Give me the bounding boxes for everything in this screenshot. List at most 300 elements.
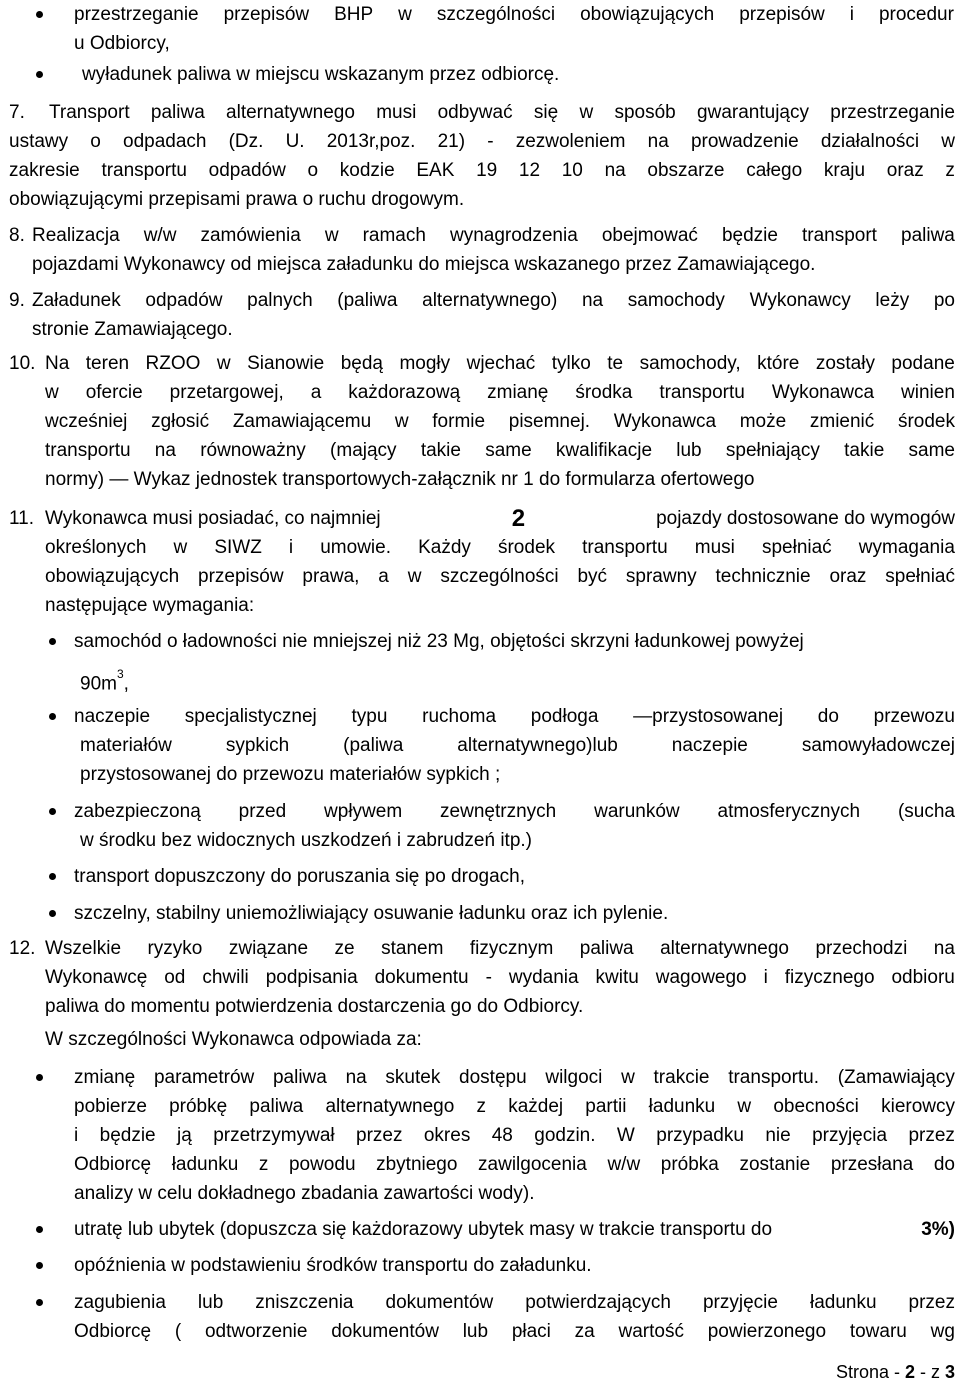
word: będą xyxy=(340,353,383,374)
word: okres xyxy=(423,1125,471,1146)
word: wg xyxy=(930,1321,955,1342)
word: Załadunek xyxy=(32,290,121,311)
bullet-icon xyxy=(49,873,56,880)
word: obecności xyxy=(773,1096,859,1117)
word: naczepie xyxy=(671,735,748,756)
word: dokumentu xyxy=(374,967,469,988)
word: 21) xyxy=(437,131,466,152)
word: (Zamawiający xyxy=(837,1067,955,1088)
word: przez xyxy=(356,1125,403,1146)
paragraph-text xyxy=(45,504,955,533)
word: a xyxy=(310,382,322,403)
word: (sucha xyxy=(897,801,955,822)
word: przepisów xyxy=(223,4,310,25)
word: na xyxy=(581,290,604,311)
word: BHP xyxy=(334,4,374,25)
word: zawilgocenia xyxy=(478,1154,587,1175)
word: parametrów xyxy=(153,1067,255,1088)
word: SIWZ xyxy=(214,537,262,558)
page-number-footer xyxy=(836,1360,955,1384)
word: wydania xyxy=(508,967,579,988)
list-item-text xyxy=(74,1092,955,1121)
word: sposób xyxy=(614,102,676,123)
word: 10 xyxy=(561,160,583,181)
bullet-icon xyxy=(49,713,56,720)
word: alternatywnego xyxy=(226,102,355,123)
paragraph-text xyxy=(45,378,955,407)
word: i xyxy=(288,537,294,558)
word: Wykonawcy xyxy=(749,290,851,311)
superscript: 3 xyxy=(116,667,124,681)
word: materiałów xyxy=(80,735,172,756)
word: U. xyxy=(285,131,305,152)
word: umowie. xyxy=(320,537,391,558)
word: zmienić xyxy=(809,411,875,432)
word: Wykonawcę xyxy=(45,967,148,988)
word: kwitu xyxy=(595,967,639,988)
word: przestrzeganie xyxy=(74,4,199,25)
word: (paliwa xyxy=(343,735,404,756)
word: przesłana xyxy=(830,1154,914,1175)
word: kwalifikacje xyxy=(555,440,653,461)
paragraph-text: paliwa do momentu potwierdzenia dostarczenia go do Odbiorcy. xyxy=(45,996,584,1017)
word: przepisów xyxy=(739,4,825,25)
word: spełniający xyxy=(725,440,820,461)
word: zabezpieczoną xyxy=(74,801,201,822)
word: atmosferycznych xyxy=(717,801,861,822)
word: się xyxy=(533,102,559,123)
word: ryzyko xyxy=(147,938,203,959)
word: szczególności xyxy=(440,566,559,587)
word: środka xyxy=(575,382,633,403)
word: trakcie xyxy=(653,1067,710,1088)
word: skutek xyxy=(385,1067,441,1088)
word: nie xyxy=(765,1125,791,1146)
word: pisemnej. xyxy=(508,411,591,432)
item-number-11: 11. xyxy=(9,508,35,529)
text-segment: , xyxy=(123,673,129,695)
word: zezwoleniem xyxy=(515,131,626,152)
word: odbioru xyxy=(891,967,955,988)
paragraph-text: W szczególności Wykonawca odpowiada za: xyxy=(45,1029,422,1050)
word: Wykonawca xyxy=(771,382,875,403)
list-item-text: samochód o ładowności nie mniejszej niż 23 Mg, objętości skrzyni ładunkowej powyżej xyxy=(74,631,804,652)
word: transportu xyxy=(659,382,745,403)
word: ładunku xyxy=(809,1292,877,1313)
paragraph-text: pojazdami Wykonawcy od miejsca załadunku do miejsca wskazanego przez Zamawiającego. xyxy=(32,254,816,275)
word: alternatywnego) xyxy=(422,290,558,311)
word: odpadów xyxy=(145,290,223,311)
word: godzin. xyxy=(534,1125,596,1146)
word: transportu xyxy=(582,537,668,558)
word: wpływem xyxy=(324,801,403,822)
paragraph-text xyxy=(49,98,955,127)
word: zmianę xyxy=(487,382,549,403)
word: wcześniej xyxy=(45,411,128,432)
word: ładunku xyxy=(171,1154,239,1175)
word: tylko xyxy=(551,353,591,374)
item-number-12: 12. xyxy=(9,938,36,959)
word: w xyxy=(394,411,409,432)
word: dokumentów xyxy=(385,1292,494,1313)
word: musi xyxy=(376,102,417,123)
word: takie xyxy=(844,440,885,461)
word: 2013r,poz. xyxy=(326,131,416,152)
word: z xyxy=(258,1154,269,1175)
bullet-icon xyxy=(36,1074,43,1081)
list-item-text xyxy=(74,797,955,826)
word: w xyxy=(579,102,594,123)
word: chwili xyxy=(202,967,249,988)
paragraph-text: następujące wymagania: xyxy=(45,595,255,616)
word: przyjęcie xyxy=(702,1292,778,1313)
word: wagowego xyxy=(655,967,747,988)
word: paliwa xyxy=(150,102,205,123)
word: obszarze xyxy=(647,160,725,181)
word: i xyxy=(763,967,768,988)
word: ramach xyxy=(362,225,426,246)
loss-limit: 3%) xyxy=(921,1219,955,1240)
word: przechodzi xyxy=(815,938,908,959)
word: teren xyxy=(85,353,130,374)
word: w xyxy=(45,382,59,403)
word: spełniać xyxy=(885,566,955,587)
word: każdej xyxy=(508,1096,564,1117)
item-number-7: 7. xyxy=(9,102,25,123)
word: obowiązujących xyxy=(45,566,180,587)
paragraph-text xyxy=(45,562,955,591)
word: próbkę xyxy=(169,1096,228,1117)
word: szczególności xyxy=(436,4,556,25)
word: po xyxy=(933,290,955,311)
word: takie xyxy=(420,440,461,461)
word: podpisania xyxy=(265,967,358,988)
word: próbka xyxy=(660,1154,719,1175)
word: powodu xyxy=(288,1154,356,1175)
word: przypadku xyxy=(656,1125,744,1146)
word: do xyxy=(933,1154,955,1175)
word: środek xyxy=(897,411,955,432)
word: przez xyxy=(908,1292,955,1313)
word: sprawny xyxy=(625,566,697,587)
word: samochody, xyxy=(639,353,741,374)
word: kodzie xyxy=(339,160,395,181)
word: ładunku xyxy=(648,1096,716,1117)
paragraph-text xyxy=(45,349,955,378)
word: w xyxy=(216,353,231,374)
word: winien xyxy=(901,382,955,403)
paragraph-text xyxy=(45,407,955,436)
word: zostały xyxy=(815,353,875,374)
word: w/w xyxy=(143,225,177,246)
list-item-text: w środku bez widocznych uszkodzeń i zabrudzeń itp.) xyxy=(80,830,533,851)
list-item-text: przystosowanej do przewozu materiałów sypkich ; xyxy=(80,764,501,785)
word: ruchoma xyxy=(422,706,497,727)
word: RZOO xyxy=(145,353,201,374)
word: 48 xyxy=(491,1125,513,1146)
word: potwierdzających xyxy=(525,1292,671,1313)
word: przed xyxy=(238,801,287,822)
word: Sianowie xyxy=(247,353,325,374)
word: zewnętrznych xyxy=(440,801,557,822)
bullet-icon xyxy=(36,1299,43,1306)
word: w/w xyxy=(607,1154,641,1175)
word: ją xyxy=(177,1125,192,1146)
word: w xyxy=(173,537,188,558)
word: lub xyxy=(676,440,702,461)
word: samowyładowczej xyxy=(801,735,955,756)
word: ofercie xyxy=(85,382,143,403)
word: a xyxy=(378,566,389,587)
word: lub xyxy=(197,1292,224,1313)
word: wymagania xyxy=(858,537,955,558)
list-item-text: szczelny, stabilny uniemożliwiający osuwanie ładunku oraz ich pylenie. xyxy=(74,903,669,924)
list-item-text xyxy=(74,1150,955,1179)
word: Wykonawca xyxy=(613,411,717,432)
bullet-icon xyxy=(36,1262,43,1269)
word: same xyxy=(908,440,955,461)
word: równoważny xyxy=(200,440,306,461)
word: przepisów xyxy=(198,566,284,587)
paragraph-text xyxy=(45,963,955,992)
word: zgłosić xyxy=(151,411,210,432)
word: fizycznym xyxy=(469,938,554,959)
word: mogły xyxy=(399,353,451,374)
word: dostępu xyxy=(459,1067,527,1088)
word: formie xyxy=(432,411,486,432)
word: kraju xyxy=(823,160,866,181)
word: dokumentów xyxy=(331,1321,439,1342)
word: w xyxy=(324,225,339,246)
list-item-text: u Odbiorcy, xyxy=(74,33,170,54)
bullet-icon xyxy=(36,11,43,18)
list-item-text xyxy=(80,731,955,760)
word: (paliwa xyxy=(337,290,398,311)
list-item-text: wyładunek paliwa w miejscu wskazanym przez odbiorcę. xyxy=(82,64,560,85)
word: na xyxy=(604,160,626,181)
paragraph-text: normy) — Wykaz jednostek transportowych-załącznik nr 1 do formularza ofertowego xyxy=(45,469,755,490)
word: przyjęcia xyxy=(812,1125,888,1146)
word: samochody xyxy=(627,290,725,311)
text-segment: 90m xyxy=(80,673,117,695)
word: środek xyxy=(497,537,556,558)
word: paliwa xyxy=(901,225,955,246)
list-item-text xyxy=(74,1317,955,1346)
word: kierowcy xyxy=(881,1096,955,1117)
word: prowadzenie xyxy=(690,131,799,152)
word: transportu. xyxy=(728,1067,820,1088)
word: przewozu xyxy=(873,706,955,727)
word: Odbiorcę xyxy=(74,1321,152,1342)
list-item-text xyxy=(74,1063,955,1092)
word: Transport xyxy=(49,102,130,123)
bullet-icon xyxy=(36,1226,43,1233)
word: gwarantujący xyxy=(697,102,809,123)
word: i xyxy=(74,1125,79,1146)
word: fizycznego xyxy=(784,967,875,988)
word: na xyxy=(933,938,955,959)
word: transport xyxy=(801,225,877,246)
item-number-8: 8. xyxy=(9,225,25,246)
word: zbytniego xyxy=(376,1154,458,1175)
word: przetrzymywał xyxy=(213,1125,335,1146)
word: płaci xyxy=(511,1321,551,1342)
word: paliwa xyxy=(272,1067,327,1088)
vehicle-count: 2 xyxy=(511,505,526,532)
word: odpadów xyxy=(208,160,286,181)
word: do xyxy=(817,706,839,727)
paragraph-text xyxy=(45,533,955,562)
word: W xyxy=(616,1125,635,1146)
word: o xyxy=(90,131,101,152)
word: musi xyxy=(694,537,735,558)
word: w xyxy=(621,1067,635,1088)
word: przestrzeganie xyxy=(830,102,955,123)
word: spełniać xyxy=(761,537,832,558)
word: wynagrodzenia xyxy=(449,225,578,246)
paragraph-text: stronie Zamawiającego. xyxy=(32,319,233,340)
word: obowiązujących xyxy=(580,4,715,25)
list-item-text xyxy=(74,702,955,731)
word: 12 xyxy=(518,160,541,181)
paragraph-text xyxy=(9,127,955,156)
word: lub xyxy=(462,1321,489,1342)
word: od xyxy=(164,967,186,988)
word: palnych xyxy=(247,290,313,311)
word: na xyxy=(647,131,669,152)
word: działalności xyxy=(820,131,920,152)
word: technicznie xyxy=(715,566,811,587)
paragraph-text xyxy=(32,286,955,315)
word: ( xyxy=(174,1321,182,1342)
word: - xyxy=(487,131,494,152)
text-segment: pojazdy dostosowane do wymogów xyxy=(656,508,955,529)
word: na xyxy=(154,440,176,461)
word: same xyxy=(485,440,532,461)
word: ustawy xyxy=(9,131,69,152)
word: - xyxy=(485,967,492,988)
word: całego xyxy=(746,160,803,181)
word: —przystosowanej xyxy=(633,706,784,727)
word: podłoga xyxy=(530,706,599,727)
word: paliwa xyxy=(249,1096,304,1117)
word: stanem xyxy=(381,938,444,959)
word: typu xyxy=(351,706,388,727)
word: przetargowej, xyxy=(169,382,284,403)
word: (mający xyxy=(330,440,397,461)
footer-prefix: Strona - xyxy=(835,1362,905,1382)
word: zmianę xyxy=(74,1067,136,1088)
word: oraz xyxy=(886,160,924,181)
word: odbywać xyxy=(437,102,513,123)
word: specjalistycznej xyxy=(184,706,317,727)
word: zostanie xyxy=(739,1154,811,1175)
word: zagubienia xyxy=(74,1292,166,1313)
paragraph-text xyxy=(9,156,955,185)
word: wjechać xyxy=(466,353,536,374)
word: odpadach xyxy=(123,131,207,152)
word: Wszelkie xyxy=(45,938,122,959)
list-item-text xyxy=(80,664,129,698)
word: przez xyxy=(908,1125,955,1146)
list-item-text xyxy=(74,1288,955,1317)
word: wilgoci xyxy=(545,1067,603,1088)
word: pobierze xyxy=(74,1096,147,1117)
text-segment: utratę lub ubytek (dopuszcza się każdorazowy ubytek masy w trakcie transportu do xyxy=(74,1219,773,1240)
word: transportu xyxy=(45,440,131,461)
word: 19 xyxy=(476,160,498,181)
list-item-text: transport dopuszczony do poruszania się po drogach, xyxy=(74,866,525,887)
word: (Dz. xyxy=(228,131,264,152)
word: sypkich xyxy=(225,735,290,756)
paragraph-text xyxy=(45,934,955,963)
footer-mid: - z xyxy=(914,1362,945,1382)
word: prawa, xyxy=(302,566,360,587)
word: odtworzenie xyxy=(204,1321,308,1342)
word: oraz xyxy=(829,566,867,587)
bullet-icon xyxy=(49,910,56,917)
word: związane xyxy=(228,938,309,959)
word: o xyxy=(307,160,319,181)
word: za xyxy=(574,1321,595,1342)
total-pages: 3 xyxy=(944,1362,955,1382)
bullet-icon xyxy=(49,808,56,815)
word: powierzonego xyxy=(707,1321,827,1342)
word: z xyxy=(945,160,955,181)
word: ze xyxy=(334,938,355,959)
word: w xyxy=(941,131,955,152)
bullet-icon xyxy=(49,638,56,645)
bullet-icon xyxy=(36,71,43,78)
word: Odbiorcę xyxy=(74,1154,152,1175)
word: paliwa xyxy=(579,938,634,959)
word: procedur xyxy=(878,4,954,25)
paragraph-text xyxy=(32,221,955,250)
word: w xyxy=(407,566,422,587)
word: te xyxy=(607,353,624,374)
word: być xyxy=(577,566,608,587)
word: warunków xyxy=(594,801,680,822)
paragraph-text: obowiązującymi przepisami prawa o ruchu drogowym. xyxy=(9,189,465,210)
word: będzie xyxy=(99,1125,156,1146)
word: EAK xyxy=(416,160,455,181)
word: z xyxy=(476,1096,486,1117)
word: alternatywnego xyxy=(325,1096,455,1117)
word: naczepie xyxy=(74,706,151,727)
word: podane xyxy=(891,353,955,374)
word: każdorazową xyxy=(348,382,461,403)
text-segment: Wykonawca musi posiadać, co najmniej xyxy=(45,508,381,529)
word: określonych xyxy=(45,537,147,558)
word: w xyxy=(737,1096,752,1117)
word: zamówienia xyxy=(200,225,301,246)
list-item-text xyxy=(74,1215,955,1244)
word: będzie xyxy=(721,225,778,246)
word: na xyxy=(345,1067,367,1088)
word: towaru xyxy=(849,1321,907,1342)
list-item-text xyxy=(74,1121,955,1150)
list-item-text xyxy=(74,0,954,29)
word: Na xyxy=(45,353,70,374)
word: alternatywnego)lub xyxy=(457,735,618,756)
item-number-9: 9. xyxy=(9,290,25,311)
word: i xyxy=(849,4,854,25)
item-number-10: 10. xyxy=(9,353,36,374)
paragraph-text xyxy=(45,436,955,465)
word: może xyxy=(739,411,787,432)
word: zakresie xyxy=(9,160,80,181)
list-item-text: opóźnienia w podstawieniu środków transportu do załadunku. xyxy=(74,1255,592,1276)
